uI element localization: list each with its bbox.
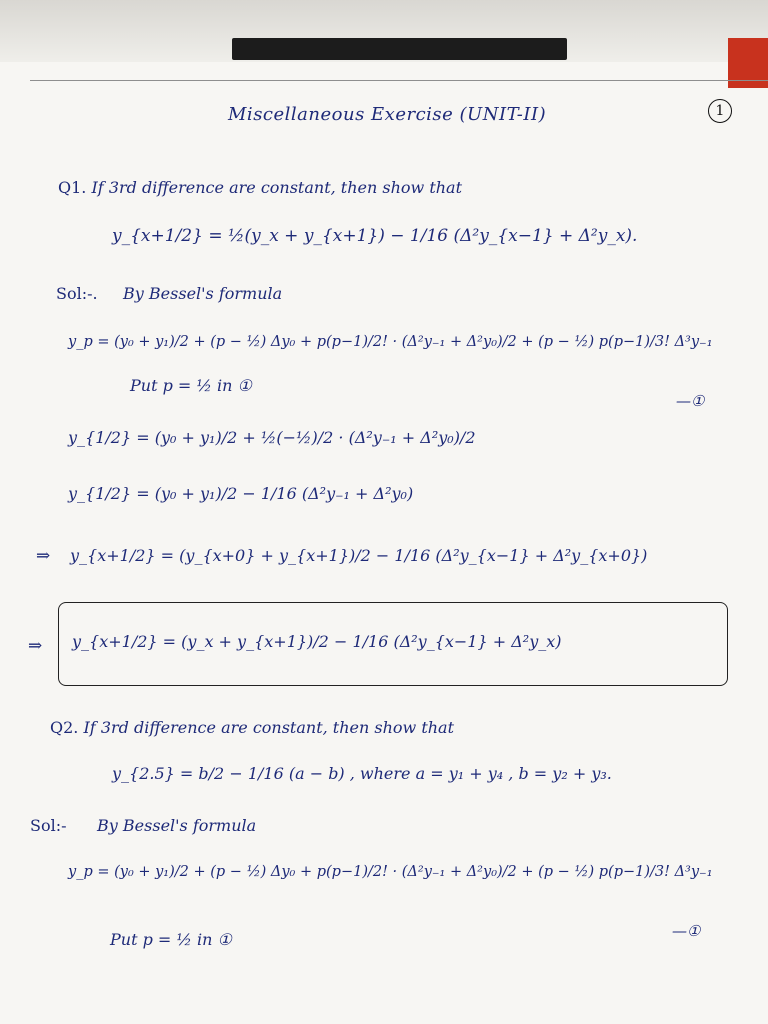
q1-step-1: y_{1/2} = (y₀ + y₁)/2 + ½(−½)/2 · (Δ²y₋₁ + Δ²y₀)/2: [68, 428, 476, 447]
q2-statement: If 3rd difference are constant, then show that: [83, 718, 455, 737]
q1-label: Q1.: [58, 178, 87, 197]
q1-step-2: y_{1/2} = (y₀ + y₁)/2 − 1/16 (Δ²y₋₁ + Δ²y₀): [68, 484, 414, 503]
q2-sol-label: Sol:-: [30, 816, 67, 835]
q1-question: [58, 178, 462, 197]
q2-eq-tag: —①: [672, 922, 701, 940]
q1-eq-tag: —①: [676, 392, 705, 410]
binder-clip: [232, 38, 567, 60]
page-title: Miscellaneous Exercise (UNIT-II): [228, 104, 547, 125]
q1-sol-label: Sol:-.: [56, 284, 98, 303]
q1-solution-header: [56, 284, 282, 303]
q2-label: Q2.: [50, 718, 79, 737]
paper-edge-line: [30, 80, 768, 81]
q2-method: By Bessel's formula: [97, 816, 257, 835]
q1-implies-2: ⇒: [28, 636, 43, 656]
q1-target-equation: y_{x+1/2} = ½(y_x + y_{x+1}) − 1/16 (Δ²y_{x−1} + Δ²y_x).: [112, 226, 638, 246]
q1-implies-1: ⇒: [36, 546, 51, 566]
q2-put-step: Put p = ½ in ①: [110, 930, 232, 949]
q1-statement: If 3rd difference are constant, then show that: [91, 178, 463, 197]
q1-step-3: y_{x+1/2} = (y_{x+0} + y_{x+1})/2 − 1/16 (Δ²y_{x−1} + Δ²y_{x+0}): [70, 546, 648, 565]
q2-solution-header: [30, 816, 256, 835]
q1-bessel-formula: y_p = (y₀ + y₁)/2 + (p − ½) Δy₀ + p(p−1)/2! · (Δ²y₋₁ + Δ²y₀)/2 + (p − ½) p(p−1)/3! Δ³y₋₁: [68, 334, 713, 350]
q2-target-equation: y_{2.5} = b/2 − 1/16 (a − b) , where a = y₁ + y₄ , b = y₂ + y₃.: [112, 764, 612, 783]
q1-put-step: Put p = ½ in ①: [130, 376, 252, 395]
q2-bessel-formula: y_p = (y₀ + y₁)/2 + (p − ½) Δy₀ + p(p−1)/2! · (Δ²y₋₁ + Δ²y₀)/2 + (p − ½) p(p−1)/3! Δ³y₋₁: [68, 864, 713, 880]
q1-result: y_{x+1/2} = (y_x + y_{x+1})/2 − 1/16 (Δ²y_{x−1} + Δ²y_x): [72, 632, 562, 651]
q1-method: By Bessel's formula: [123, 284, 283, 303]
q2-question: [50, 718, 454, 737]
page-number: 1: [708, 99, 732, 123]
